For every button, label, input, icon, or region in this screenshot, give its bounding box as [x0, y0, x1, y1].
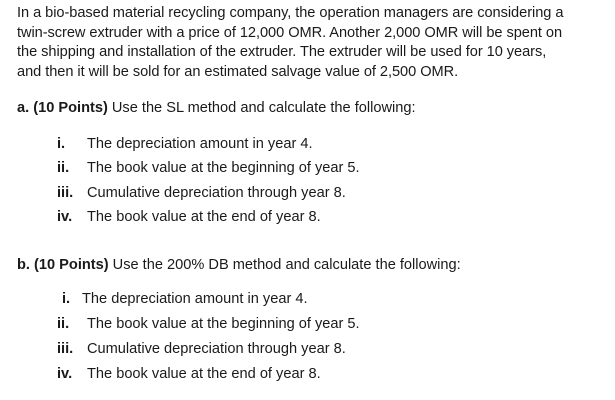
item-number: iv. — [57, 366, 73, 382]
statement-line: In a bio-based material recycling company, the operation managers are considering a — [17, 5, 564, 21]
item-number: i. — [57, 136, 66, 152]
statement-line: the shipping and installation of the extruder. The extruder will be used for 10 years, — [17, 44, 547, 61]
item-number: ii. — [57, 160, 70, 176]
item-text: The book value at the end of year 8. — [87, 209, 321, 225]
statement-line: and then it will be sold for an estimated salvage value of 2,500 OMR. — [17, 63, 459, 80]
item-text: The book value at the end of year 8. — [87, 366, 321, 382]
part-b-heading — [17, 256, 461, 275]
part-b-text: Use the 200% DB method and calculate the following: — [108, 257, 461, 273]
part-a-tag: a. (10 Points) — [17, 100, 108, 116]
item-text: Cumulative depreciation through year 8. — [87, 185, 346, 201]
problem-statement — [17, 4, 609, 82]
part-b-tag: b. (10 Points) — [17, 257, 109, 273]
item-text: The depreciation amount in year 4. — [87, 136, 313, 152]
item-number: iv. — [57, 209, 73, 225]
item-number: ii. — [57, 316, 70, 332]
part-a-heading — [17, 99, 416, 118]
item-text: The book value at the beginning of year 5. — [87, 316, 360, 332]
item-text: The book value at the beginning of year 5. — [87, 160, 360, 176]
item-text: Cumulative depreciation through year 8. — [87, 341, 346, 357]
part-a-text: Use the SL method and calculate the following: — [107, 100, 416, 116]
item-number: iii. — [57, 341, 74, 357]
statement-line: twin-screw extruder with a price of 12,000 OMR. Another 2,000 OMR will be spent on — [17, 24, 563, 41]
item-number: iii. — [57, 185, 74, 201]
item-text: The depreciation amount in year 4. — [82, 291, 308, 307]
item-number: i. — [62, 291, 71, 307]
